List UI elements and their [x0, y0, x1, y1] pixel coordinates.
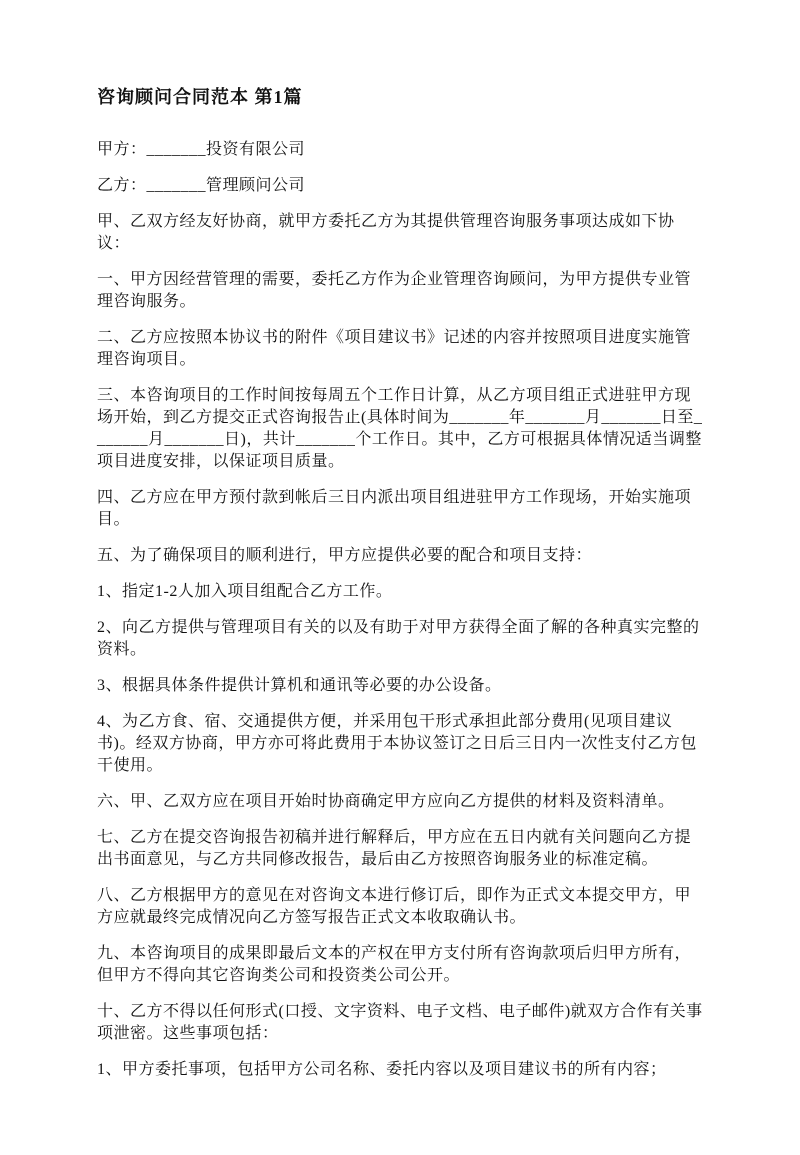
clause-5-item-4: 4、为乙方食、宿、交通提供方便，并采用包干形式承担此部分费用(见项目建议书)。经双方协商，甲方亦可将此费用于本协议签订之日后三日内一次性支付乙方包干使用。 — [97, 713, 697, 774]
party-b-line: 乙方：_______管理顾问公司 — [97, 177, 306, 194]
clause-5-paragraph: 五、为了确保项目的顺利进行，甲方应提供必要的配合和项目支持： — [97, 547, 593, 564]
clause-4-paragraph: 四、乙方应在甲方预付款到帐后三日内派出项目组进驻甲方工作现场，开始实施项目。 — [97, 489, 692, 528]
clause-10-paragraph: 十、乙方不得以任何形式(口授、文字资料、电子文档、电子邮件)就双方合作有关事项泄密。这些事项包括： — [97, 1003, 703, 1042]
clause-8-paragraph: 八、乙方根据甲方的意见在对咨询文本进行修订后，即作为正式文本提交甲方，甲方应就最终完成情况向乙方签写报告正式文本收取确认书。 — [97, 887, 692, 926]
clause-10-item-1: 1、甲方委托事项，包括甲方公司名称、委托内容以及项目建议书的所有内容； — [97, 1061, 667, 1078]
clause-5-item-1: 1、指定1-2人加入项目组配合乙方工作。 — [97, 583, 393, 600]
clause-2-paragraph: 二、乙方应按照本协议书的附件《项目建议书》记述的内容并按照项目进度实施管理咨询项目。 — [97, 329, 692, 368]
clause-1-paragraph: 一、甲方因经营管理的需要，委托乙方作为企业管理咨询顾问，为甲方提供专业管理咨询服务。 — [97, 271, 692, 310]
party-a-line: 甲方：_______投资有限公司 — [97, 141, 306, 158]
clause-3-paragraph: 三、本咨询项目的工作时间按每周五个工作日计算，从乙方项目组正式进驻甲方现场开始，到乙方提交正式咨询报告止(具体时间为_______年_______月_______日至_______月_______日)，共计_______个工作日。其中，乙方可根据具体情况适当调整项目进度安排，以保证项目质量。 — [97, 387, 703, 470]
document-title: 咨询顾问合同范本 第1篇 — [97, 87, 303, 107]
clause-9-paragraph: 九、本咨询项目的成果即最后文本的产权在甲方支付所有咨询款项后归甲方所有，但甲方不得向其它咨询类公司和投资类公司公开。 — [97, 945, 692, 984]
clause-6-paragraph: 六、甲、乙双方应在项目开始时协商确定甲方应向乙方提供的材料及资料清单。 — [97, 793, 675, 810]
clause-5-item-2: 2、向乙方提供与管理项目有关的以及有助于对甲方获得全面了解的各种真实完整的资料。 — [97, 619, 700, 658]
clause-7-paragraph: 七、乙方在提交咨询报告初稿并进行解释后，甲方应在五日内就有关问题向乙方提出书面意见，与乙方共同修改报告，最后由乙方按照咨询服务业的标准定稿。 — [97, 829, 692, 868]
clause-5-item-3: 3、根据具体条件提供计算机和通讯等必要的办公设备。 — [97, 677, 502, 694]
preamble-paragraph: 甲、乙双方经友好协商，就甲方委托乙方为其提供管理咨询服务事项达成如下协议： — [97, 213, 675, 252]
